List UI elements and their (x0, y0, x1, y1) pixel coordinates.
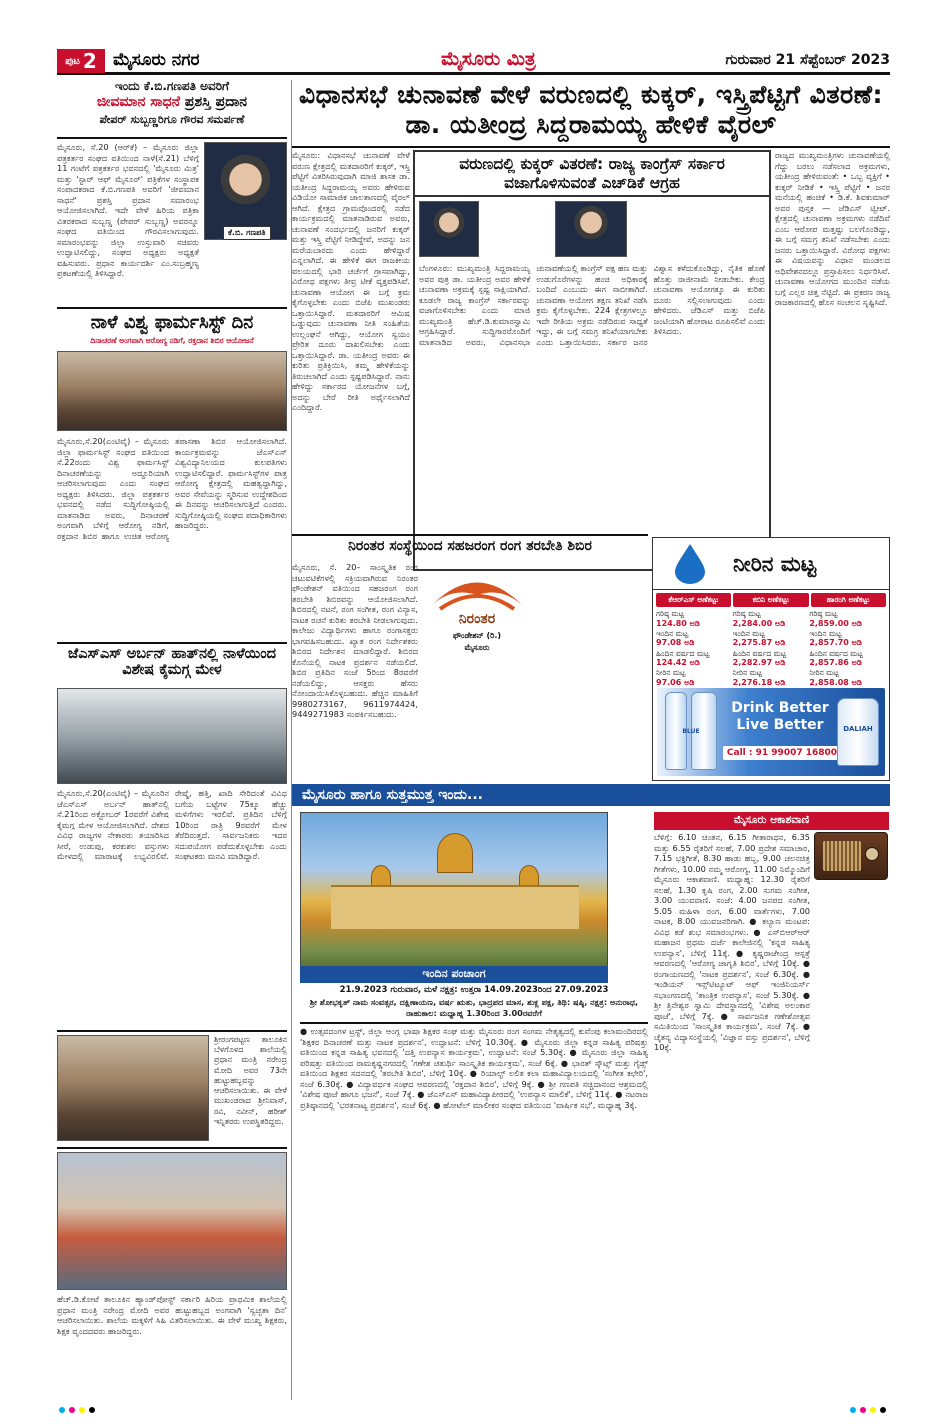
story-award (57, 80, 287, 126)
masthead (57, 47, 890, 75)
story-award-headline-red: ಜೀವಮಾನ ಸಾಧನೆ (96, 94, 181, 111)
water-bottle-ad (657, 688, 885, 776)
dam-value: 97.08 ಅಡಿ (656, 638, 695, 648)
lead-body-left: ಮೈಸೂರು: ವಿಧಾನಸಭೆ ಚುನಾವಣೆ ವೇಳೆ ವರುಣ ಕ್ಷೇತ್ರದಲ್ಲಿ ಮತದಾರರಿಗೆ ಕುಕ್ಕರ್, ಇಸ್ತ್ರಿ ಪೆಟ್ಟಿಗೆ ವಿತರಿಸಿರುವುದಾಗಿ ಮಾಜಿ ಶಾಸಕ ಡಾ. ಯತೀಂದ್ರ ಸಿದ್ದರಾಮಯ್ಯ ಅವರು ಹೇಳಿರುವ ವಿಡಿಯೋ ಸಾಮಾಜಿಕ ಜಾಲತಾಣದಲ್ಲಿ ವೈರಲ್ ಆಗಿದೆ. ಕ್ಷೇತ್ರದ ಗ್ರಾಮವೊಂದರಲ್ಲಿ ನಡೆದ ಕಾರ್ಯಕ್ರಮದಲ್ಲಿ ಮಾತನಾಡಿರುವ ಅವರು, ಚುನಾವಣೆ ಸಂದರ್ಭದಲ್ಲಿ ಜನರಿಗೆ ಕುಕ್ಕರ್ ಮತ್ತು ಇಸ್ತ್ರಿ ಪೆಟ್ಟಿಗೆ ನೀಡಿದ್ದೇವೆ, ಅದನ್ನು ಜನ ಮರೆಯಬಾರದು ಎಂದು ಹೇಳಿದ್ದಾರೆ ಎನ್ನಲಾಗಿದೆ. ಈ ಹೇಳಿಕೆ ಈಗ ರಾಜಕೀಯ ವಲಯದಲ್ಲಿ ಭಾರಿ ಚರ್ಚೆಗೆ ಗ್ರಾಸವಾಗಿದ್ದು, ವಿರೋಧ ಪಕ್ಷಗಳು ತೀವ್ರ ಟೀಕೆ ವ್ಯಕ್ತಪಡಿಸಿವೆ. ಚುನಾವಣಾ ಆಯೋಗ ಈ ಬಗ್ಗೆ ಕ್ರಮ ಕೈಗೊಳ್ಳಬೇಕು ಎಂದು ಬಿಜೆಪಿ ಮುಖಂಡರು ಒತ್ತಾಯಿಸಿದ್ದಾರೆ. ಮತದಾರರಿಗೆ ಆಮಿಷ ಒಡ್ಡುವುದು ಚುನಾವಣಾ ನೀತಿ ಸಂಹಿತೆಯ ಉಲ್ಲಂಘನೆ ಆಗಿದ್ದು, ಆಯೋಗ ಸ್ವಯಂ ಪ್ರೇರಿತ ದೂರು ದಾಖಲಿಸಬೇಕು ಎಂದು ಒತ್ತಾಯಿಸಿದ್ದಾರೆ. ಡಾ. ಯತೀಂದ್ರ ಅವರು ಈ ಕುರಿತು ಪ್ರತಿಕ್ರಿಯಿಸಿ, ತಮ್ಮ ಹೇಳಿಕೆಯನ್ನು ತಿರುಚಲಾಗಿದೆ ಎಂದು ಸ್ಪಷ್ಟಪಡಿಸಿದ್ದಾರೆ. ನಾನು ಹೇಳಿದ್ದು ಸರ್ಕಾರದ ಯೋಜನೆಗಳ ಬಗ್ಗೆ, ಅದನ್ನು ಬೇರೆ ರೀತಿ ಅರ್ಥೈಸಲಾಗಿದೆ ಎಂದಿದ್ದಾರೆ. (292, 150, 410, 412)
ganapathi-portrait (204, 142, 287, 240)
dam-tab-krs: ಕೆಆರ್‌ಎಸ್ ಅಣೆಕಟ್ಟು (656, 593, 731, 607)
dam-value: 124.42 ಅಡಿ (656, 658, 700, 668)
story-award-kicker: ಇಂದು ಕೆ.ಬಿ.ಗಣಪತಿ ಅವರಿಗೆ (114, 79, 230, 93)
birthday-celebration-photo (57, 1035, 209, 1141)
ad-brand-name: DALIAH (843, 725, 873, 733)
story-birthday-body: ಶ್ರೀರಂಗಪಟ್ಟಣ ತಾಲೂಕಿನ ಬೆಳಗೊಳದ ಶಾಲೆಯಲ್ಲಿ ಪ್ರಧಾನ ಮಂತ್ರಿ ನರೇಂದ್ರ ಮೋದಿ ಅವರ 73ನೇ ಹುಟ್ಟುಹಬ್ಬವನ್ನು ಆಚರಿಸಲಾಯಿತು. ಈ ವೇಳೆ ಮುಖಂಡರಾದ ಶ್ರೀನಿವಾಸ್, ರವಿ, ನವೀನ್, ಹರೀಶ್ ಇನ್ನಿತರರು ಉಪಸ್ಥಿತರಿದ್ದರು. (214, 1035, 287, 1126)
divider (57, 1030, 287, 1032)
radio-icon (814, 832, 888, 880)
dam-label: ಇಂದಿನ ಮಟ್ಟ (809, 628, 842, 638)
story-handloom-headline: ಜೆಎಸ್‌ಎಸ್ ಅರ್ಬನ್ ಹಾತ್‌ನಲ್ಲಿ ನಾಳೆಯಿಂದ ವಿಶೇಷ ಕೈಮಗ್ಗ ಮೇಳ (67, 646, 277, 678)
ad-bottle-label: BLUE (682, 728, 700, 735)
inner-story-photos (415, 197, 769, 261)
akashavani-header: ಮೈಸೂರು ಆಕಾಶವಾಣಿ (654, 812, 889, 830)
divider (300, 1022, 648, 1024)
inner-story-headline: ವರುಣದಲ್ಲಿ ಕುಕ್ಕರ್ ವಿತರಣೆ: ರಾಜ್ಯ ಕಾಂಗ್ರೆಸ್ ಸರ್ಕಾರ ವಜಾಗೊಳಿಸುವಂತೆ ಎಚ್‌ಡಿಕೆ ಆಗ್ರಹ (415, 152, 769, 197)
lead-body-right: ರಾಜ್ಯದ ಮುಖ್ಯಮಂತ್ರಿಗಳು ಚುನಾವಣೆಯಲ್ಲಿ ಗೆದ್ದು ಬರಲು ನಡೆಸಲಾದ ಅಕ್ರಮಗಳು, ಯತೀಂದ್ರ ಹೇಳಿರುವಂತೆ: • ಒಬ್ಬ ವ್ಯಕ್ತಿಗೆ • ಕುಕ್ಕರ್ ನೀಡಿಕೆ • ಇಸ್ತ್ರಿ ಪೆಟ್ಟಿಗೆ • ಜನರ ಮನೆಯಲ್ಲಿ ಹಂಚಿಕೆ • ಡಿ.ಕೆ. ಶಿವಕುಮಾರ್ ಅವರ ಪುಸ್ತಕ — ಜೆಡಿಎಸ್ ಟ್ವೀಟ್. ಕ್ಷೇತ್ರದಲ್ಲಿ ಚುನಾವಣಾ ಅಕ್ರಮಗಳು ನಡೆದಿವೆ ಎಂಬ ಆರೋಪ ಮತ್ತಷ್ಟು ಬಲಗೊಂಡಿದ್ದು, ಈ ಬಗ್ಗೆ ಸಮಗ್ರ ತನಿಖೆ ನಡೆಸಬೇಕು ಎಂದು ಜನರು ಒತ್ತಾಯಿಸಿದ್ದಾರೆ. ವಿರೋಧ ಪಕ್ಷಗಳು ಈ ವಿಷಯವನ್ನು ವಿಧಾನ ಮಂಡಲದ ಅಧಿವೇಶನದಲ್ಲೂ ಪ್ರಸ್ತಾಪಿಸಲು ನಿರ್ಧರಿಸಿವೆ. ಚುನಾವಣಾ ಆಯೋಗದ ಮುಂದಿನ ನಡೆಯ ಬಗ್ಗೆ ಎಲ್ಲರ ಚಿತ್ತ ನೆಟ್ಟಿದೆ. ಈ ಪ್ರಕರಣ ರಾಜ್ಯ ರಾಜಕಾರಣದಲ್ಲಿ ಹೊಸ ಸಂಚಲನ ಸೃಷ್ಟಿಸಿದೆ. (775, 150, 890, 307)
dam-harangi-values (809, 609, 886, 688)
story-award-body-cont (204, 243, 287, 303)
divider (292, 146, 890, 148)
dam-label: ಹಿಂದಿನ ವರ್ಷದ ಮಟ್ಟ (656, 648, 710, 658)
print-registration-marks (0, 1404, 945, 1416)
palace-facade (331, 885, 579, 929)
story-handloom-body: ಮೈಸೂರು,ಸೆ.20(ಎಂಟಿವೈ) – ಮೈಸೂರಿನ ಜೆಎಸ್‌ಎಸ್ ಅರ್ಬನ್ ಹಾತ್‌ನಲ್ಲಿ ಸೆ.21ರಿಂದ ಅಕ್ಟೋಬರ್ 1ರವರೆಗೆ ವಿಶೇಷ ಕೈಮಗ್ಗ ಮೇಳ ಆಯೋಜಿಸಲಾಗಿದೆ. ದೇಶದ ವಿವಿಧ ರಾಜ್ಯಗಳ ನೇಕಾರರು ತಯಾರಿಸಿದ ಸೀರೆ, ಉಡುಪು, ಕರಕುಶಲ ವಸ್ತುಗಳು ಮೇಳದಲ್ಲಿ ಮಾರಾಟಕ್ಕೆ ಲಭ್ಯವಿರಲಿವೆ. ರೇಷ್ಮೆ, ಹತ್ತಿ, ಖಾದಿ ಸೇರಿದಂತೆ ವಿವಿಧ ಬಗೆಯ ಬಟ್ಟೆಗಳ 75ಕ್ಕೂ ಹೆಚ್ಚು ಮಳಿಗೆಗಳು ಇರಲಿವೆ. ಪ್ರತಿದಿನ ಬೆಳಿಗ್ಗೆ 10ರಿಂದ ರಾತ್ರಿ 9ರವರೆಗೆ ಮೇಳ ತೆರೆದಿರುತ್ತದೆ. ಸಾರ್ವಜನಿಕರು ಇದರ ಸದುಪಯೋಗ ಪಡೆದುಕೊಳ್ಳಬೇಕು ಎಂದು ಸಂಘಟಕರು ಮನವಿ ಮಾಡಿದ್ದಾರೆ. (57, 788, 287, 861)
water-level-title: ನೀರಿನ ಮಟ್ಟ (733, 552, 816, 576)
dam-tabs (653, 590, 889, 607)
story-theatre-body: ಮೈಸೂರು, ಸೆ. 20– ಸಾಂಸ್ಕೃತಿಕ ರಂಗ ಚಟುವಟಿಕೆಗಳಲ್ಲಿ ಸಕ್ರಿಯವಾಗಿರುವ ನಿರಂತರ ಫೌಂಡೇಶನ್ ವತಿಯಿಂದ ಸಹಜರಂಗ ರಂಗ ತರಬೇತಿ ಶಿಬಿರವನ್ನು ಆಯೋಜಿಸಲಾಗಿದೆ. ಶಿಬಿರದಲ್ಲಿ ನಟನೆ, ರಂಗ ಸಂಗೀತ, ರಂಗ ವಿನ್ಯಾಸ, ನಾಟಕ ರಚನೆ ಕುರಿತು ತರಬೇತಿ ನೀಡಲಾಗುವುದು. ಕಾಲೇಜು ವಿದ್ಯಾರ್ಥಿಗಳು ಹಾಗೂ ರಂಗಾಸಕ್ತರು ಭಾಗವಹಿಸಬಹುದು. ಖ್ಯಾತ ರಂಗ ನಿರ್ದೇಶಕರು ಶಿಬಿರದ ನಿರ್ದೇಶನ ಮಾಡಲಿದ್ದಾರೆ. ಶಿಬಿರದ ಕೊನೆಯಲ್ಲಿ ನಾಟಕ ಪ್ರದರ್ಶನ ನಡೆಯಲಿದೆ. ಶಿಬಿರ ಪ್ರತಿದಿನ ಸಂಜೆ 5ರಿಂದ 8ರವರೆಗೆ ನಡೆಯಲಿದ್ದು, ಆಸಕ್ತರು ಹೆಸರು ನೋಂದಾಯಿಸಿಕೊಳ್ಳಬಹುದು. ಹೆಚ್ಚಿನ ಮಾಹಿತಿಗೆ 9980273167, 9611974424, 9449271983 ಸಂಪರ್ಕಿಸಬಹುದು. (292, 562, 418, 719)
page-label: ಪುಟ (65, 55, 80, 67)
issue-date: ಗುರುವಾರ 21 ಸೆಪ್ಟೆಂಬರ್ 2023 (725, 52, 890, 68)
water-level-box (652, 537, 890, 781)
dam-kabini-values (733, 609, 810, 688)
page-number-badge (57, 49, 105, 73)
inner-story-body: ಬೆಂಗಳೂರು: ಮುಖ್ಯಮಂತ್ರಿ ಸಿದ್ದರಾಮಯ್ಯ ಅವರ ಪುತ್ರ ಡಾ. ಯತೀಂದ್ರ ಅವರ ಹೇಳಿಕೆ ಚುನಾವಣಾ ಅಕ್ರಮಕ್ಕೆ ಸ್ಪಷ್ಟ ಸಾಕ್ಷಿಯಾಗಿದೆ. ಕೂಡಲೇ ರಾಜ್ಯ ಕಾಂಗ್ರೆಸ್ ಸರ್ಕಾರವನ್ನು ವಜಾಗೊಳಿಸಬೇಕು ಎಂದು ಮಾಜಿ ಮುಖ್ಯಮಂತ್ರಿ ಹೆಚ್.ಡಿ.ಕುಮಾರಸ್ವಾಮಿ ಆಗ್ರಹಿಸಿದ್ದಾರೆ. ಸುದ್ದಿಗಾರರೊಂದಿಗೆ ಮಾತನಾಡಿದ ಅವರು, ವಿಧಾನಸಭಾ ಚುನಾವಣೆಯಲ್ಲಿ ಕಾಂಗ್ರೆಸ್ ಪಕ್ಷ ಹಣ ಮತ್ತು ಉಡುಗೊರೆಗಳನ್ನು ಹಂಚಿ ಅಧಿಕಾರಕ್ಕೆ ಬಂದಿದೆ ಎಂಬುದು ಈಗ ಸಾಬೀತಾಗಿದೆ. ಚುನಾವಣಾ ಆಯೋಗ ತಕ್ಷಣ ತನಿಖೆ ನಡೆಸಿ ಕ್ರಮ ಕೈಗೊಳ್ಳಬೇಕು. 224 ಕ್ಷೇತ್ರಗಳಲ್ಲೂ ಇದೇ ರೀತಿಯ ಅಕ್ರಮ ನಡೆದಿರುವ ಸಾಧ್ಯತೆ ಇದ್ದು, ಈ ಬಗ್ಗೆ ಸಮಗ್ರ ತನಿಖೆಯಾಗಬೇಕು ಎಂದು ಒತ್ತಾಯಿಸಿದರು. ಸರ್ಕಾರ ಜನರ ವಿಶ್ವಾಸ ಕಳೆದುಕೊಂಡಿದ್ದು, ನೈತಿಕ ಹೊಣೆ ಹೊತ್ತು ರಾಜೀನಾಮೆ ನೀಡಬೇಕು. ಕೇಂದ್ರ ಚುನಾವಣಾ ಆಯೋಗಕ್ಕೂ ಈ ಕುರಿತು ದೂರು ಸಲ್ಲಿಸಲಾಗುವುದು ಎಂದು ಹೇಳಿದರು. ಜೆಡಿಎಸ್ ಮತ್ತು ಬಿಜೆಪಿ ಜಂಟಿಯಾಗಿ ಹೋರಾಟ ರೂಪಿಸಲಿವೆ ಎಂದು ತಿಳಿಸಿದರು. (419, 263, 765, 347)
logo-sub2: ಮೈಸೂರು (464, 643, 490, 652)
dam-label: ಗರಿಷ್ಠ ಮಟ್ಟ (732, 609, 761, 618)
divider (57, 137, 287, 139)
dam-value: 97.06 ಅಡಿ (656, 678, 695, 688)
yathindra-photo (419, 201, 479, 257)
portrait-caption: ಕೆ.ಬಿ. ಗಣಪತಿ (223, 226, 271, 240)
divider (292, 534, 648, 536)
divider (57, 307, 287, 309)
story-theatre-headline: ನಿರಂತರ ಸಂಸ್ಥೆಯಿಂದ ಸಹಜರಂಗ ರಂಗ ತರಬೇತಿ ಶಿಬಿರ (348, 538, 592, 554)
inner-story-box (413, 150, 771, 571)
events-section-header: ಮೈಸೂರು ಹಾಗೂ ಸುತ್ತಮುತ್ತ ಇಂದು... (292, 784, 890, 806)
lead-headline: ವಿಧಾನಸಭೆ ಚುನಾವಣೆ ವೇಳೆ ವರುಣದಲ್ಲಿ ಕುಕ್ಕರ್, ಇಸ್ತ್ರಿಪೆಟ್ಟಿಗೆ ವಿತರಣೆ: ಡಾ. ಯತೀಂದ್ರ ಸಿದ್ದರಾಮಯ್ಯ ಹೇಳಿಕೆ ವೈರಲ್ (299, 80, 883, 139)
dam-label: ಗರಿಷ್ಠ ಮಟ್ಟ (809, 609, 838, 618)
divider (57, 642, 287, 644)
dam-krs-values (656, 609, 733, 688)
dam-value: 2,857.70 ಅಡಿ (809, 638, 862, 648)
paper-name: ಮೈಸೂರು ಮಿತ್ರ (441, 48, 536, 70)
pharmacist-press-photo (57, 351, 287, 431)
dam-value: 2,282.97 ಅಡಿ (732, 658, 786, 668)
dam-values (653, 607, 889, 690)
panchanga-date: 21.9.2023 ಗುರುವಾರ, ಮಳೆ ನಕ್ಷತ್ರ: ಉತ್ತರಾ 14.09.2023ರಿಂದ 27.09.2023 (339, 985, 609, 995)
water-drop-icon (671, 542, 709, 584)
mysore-palace-photo (300, 812, 608, 974)
water-level-header (653, 538, 889, 590)
kumaraswamy-photo (555, 201, 627, 257)
dam-value: 2,275.87 ಅಡಿ (732, 638, 786, 648)
logo-sub1: ಫೌಂಡೇಶನ್ (ರಿ.) (452, 631, 502, 640)
events-list-left: ● ಉತ್ಸವದಂಗಳ ಟ್ರಸ್ಟ್, ಜಿಲ್ಲಾ ಆಂಗ್ಲ ಭಾಷಾ ಶಿಕ್ಷಕರ ಸಂಘ ಮತ್ತು ಮೈಸೂರು ರಂಗ ಸಂಗಮ ನೇತೃತ್ವದಲ್ಲಿ ಕುವೆಂಪು ಕಲಾಮಂದಿರದಲ್ಲಿ 'ಶಿಕ್ಷಕರ ದಿನಾಚರಣೆ ಮತ್ತು ನಾಟಕ ಪ್ರದರ್ಶನ', ಉದ್ಘಾಟನೆ: ಬೆಳಿಗ್ಗೆ 10.30ಕ್ಕೆ. ● ಮೈಸೂರು ಜಿಲ್ಲಾ ಕನ್ನಡ ಸಾಹಿತ್ಯ ಪರಿಷತ್ತು ವತಿಯಿಂದ ಕನ್ನಡ ಸಾಹಿತ್ಯ ಭವನದಲ್ಲಿ 'ದತ್ತಿ ಉಪನ್ಯಾಸ ಕಾರ್ಯಕ್ರಮ', ಉದ್ಘಾಟನೆ: ಸಂಜೆ 5.30ಕ್ಕೆ. ● ಮೈಸೂರು ಜಿಲ್ಲಾ ಸಾಹಿತ್ಯ ಪರಿಷತ್ತು ವತಿಯಿಂದ ರಾಮಕೃಷ್ಣನಗರದಲ್ಲಿ 'ಗಣೇಶ ಚತುರ್ಥಿ ಸಾಂಸ್ಕೃತಿಕ ಕಾರ್ಯಕ್ರಮ', ಸಂಜೆ 6ಕ್ಕೆ. ● ಭಾರತ್ ಸ್ಕೌಟ್ಸ್ ಮತ್ತು ಗೈಡ್ಸ್ ವತಿಯಿಂದ ಶಿಕ್ಷಕರ ಸದನದಲ್ಲಿ 'ತರಬೇತಿ ಶಿಬಿರ', ಬೆಳಿಗ್ಗೆ 10ಕ್ಕೆ. ● ರಿಯಾಲ್ಟ್ ಲಲಿತ ಕಲಾ ಮಹಾವಿದ್ಯಾಲಯದಲ್ಲಿ 'ಸಂಗೀತ ಕಛೇರಿ', ಸಂಜೆ 6.30ಕ್ಕೆ. ● ವಿದ್ಯಾವರ್ಧಕ ಸಂಘದ ಆವರಣದಲ್ಲಿ 'ರಕ್ತದಾನ ಶಿಬಿರ', ಬೆಳಿಗ್ಗೆ 9ಕ್ಕೆ. ● ಶ್ರೀ ಗಣಪತಿ ಸಚ್ಚಿದಾನಂದ ಆಶ್ರಮದಲ್ಲಿ 'ವಿಶೇಷ ಪೂಜೆ ಹಾಗೂ ಭಜನೆ', ಸಂಜೆ 7ಕ್ಕೆ. ● ಜೆಎಸ್‌ಎಸ್ ಮಹಾವಿದ್ಯಾಪೀಠದಲ್ಲಿ 'ಉಪನ್ಯಾಸ ಮಾಲಿಕೆ', ಬೆಳಿಗ್ಗೆ 11ಕ್ಕೆ. ● ನಟರಾಜ ಪ್ರತಿಷ್ಠಾನದಲ್ಲಿ 'ಭರತನಾಟ್ಯ ಪ್ರದರ್ಶನ', ಸಂಜೆ 6ಕ್ಕೆ. ● ಹೋಟೆಲ್ ಮಾಲೀಕರ ಸಂಘದ ವತಿಯಿಂದ 'ವಾರ್ಷಿಕ ಸಭೆ', ಮಧ್ಯಾಹ್ನ 3ಕ್ಕೆ. (300, 1026, 648, 1110)
story-pharmacist-headline: ನಾಳೆ ವಿಶ್ವ ಫಾರ್ಮಸಿಸ್ಟ್ ದಿನ (90, 312, 254, 333)
story-award-headline-rest: ಪ್ರಶಸ್ತಿ ಪ್ರದಾನ (180, 94, 248, 111)
dam-value: 2,858.08 ಅಡಿ (809, 678, 862, 688)
divider (57, 1147, 287, 1149)
dam-label: ನೀರಿನ ಮಟ್ಟ (809, 668, 839, 678)
section-title: ಮೈಸೂರು ನಗರ (113, 50, 200, 70)
story-award-body: ಮೈಸೂರು, ಸೆ.20 (ಆರ್‌ಕೆ) – ಮೈಸೂರು ಜಿಲ್ಲಾ ಪತ್ರಕರ್ತರ ಸಂಘದ ವತಿಯಿಂದ ನಾಳೆ(ಸೆ.21) ಬೆಳಿಗ್ಗೆ 11 ಗಂಟೆಗೆ ಪತ್ರಕರ್ತರ ಭವನದಲ್ಲಿ 'ಮೈಸೂರು ಮಿತ್ರ' ಮತ್ತು 'ಸ್ಟಾರ್ ಆಫ್ ಮೈಸೂರ್' ಪತ್ರಿಕೆಗಳ ಸಂಸ್ಥಾಪಕ ಸಂಪಾದಕರಾದ ಕೆ.ಬಿ.ಗಣಪತಿ ಅವರಿಗೆ 'ಜೀವಮಾನ ಸಾಧನೆ' ಪ್ರಶಸ್ತಿ ಪ್ರದಾನ ಸಮಾರಂಭ ಆಯೋಜಿಸಲಾಗಿದೆ. ಇದೇ ವೇಳೆ ಹಿರಿಯ ಪತ್ರಿಕಾ ವಿತರಕರಾದ ಸುಬ್ಬಣ್ಣ (ಪೇಪರ್ ಸುಬ್ಬಣ್ಣ) ಅವರನ್ನೂ ಸಂಘದ ವತಿಯಿಂದ ಗೌರವಿಸಲಾಗುವುದು. ಸಮಾರಂಭವನ್ನು ಜಿಲ್ಲಾ ಉಸ್ತುವಾರಿ ಸಚಿವರು ಉದ್ಘಾಟಿಸಲಿದ್ದು, ಸಂಘದ ಅಧ್ಯಕ್ಷರು ಅಧ್ಯಕ್ಷತೆ ವಹಿಸುವರು. ಪ್ರಧಾನ ಕಾರ್ಯದರ್ಶಿ ಎಂ.ಸುಬ್ರಹ್ಮಣ್ಯ ಪ್ರಕಟಣೆಯಲ್ಲಿ ತಿಳಿಸಿದ್ದಾರೆ. (57, 142, 199, 278)
story-pharmacist-subhead: ದಿನಾಚರಣೆ ಅಂಗವಾಗಿ ಆರೋಗ್ಯ ನಡಿಗೆ, ರಕ್ತದಾನ ಶಿಬಿರ ಆಯೋಜನೆ (90, 336, 254, 345)
dam-value: 2,284.00 ಅಡಿ (732, 618, 786, 628)
dam-label: ಇಂದಿನ ಮಟ್ಟ (732, 628, 765, 638)
school-photo-caption: ಹೆಚ್.ಡಿ.ಕೋಟೆ ತಾಲೂಕಿನ ಹ್ಯಾಂಡ್‌ಪೋಸ್ಟ್ ಸರ್ಕಾರಿ ಹಿರಿಯ ಪ್ರಾಥಮಿಕ ಶಾಲೆಯಲ್ಲಿ ಪ್ರಧಾನ ಮಂತ್ರಿ ನರೇಂದ್ರ ಮೋದಿ ಅವರ ಹುಟ್ಟುಹಬ್ಬದ ಅಂಗವಾಗಿ 'ಸ್ವಚ್ಛತಾ ದಿನ' ಆಚರಿಸಲಾಯಿತು. ಶಾಲೆಯ ಮಕ್ಕಳಿಗೆ ಸಿಹಿ ವಿತರಿಸಲಾಯಿತು. ಈ ವೇಳೆ ಮುಖ್ಯ ಶಿಕ್ಷಕರು, ಶಿಕ್ಷಕ ವೃಂದದವರು ಹಾಜರಿದ್ದರು. (57, 1294, 287, 1336)
niranthara-logo (422, 565, 532, 660)
panchanga-detail: ಶ್ರೀ ಶೋಭಕೃತ್ ನಾಮ ಸಂವತ್ಸರ, ದಕ್ಷಿಣಾಯಣ, ವರ್ಷ ಋತು, ಭಾದ್ರಪದ ಮಾಸ, ಶುಕ್ಲ ಪಕ್ಷ, ತಿಥಿ: ಷಷ್ಠಿ, ನಕ್ಷತ್ರ: ಅನುರಾಧ, ರಾಹುಕಾಲ: ಮಧ್ಯಾಹ್ನ 1.30ರಿಂದ 3.00ರವರೆಗೆ (309, 997, 639, 1018)
dam-label: ಇಂದಿನ ಮಟ್ಟ (656, 628, 689, 638)
story-theatre-body-cont (422, 664, 648, 776)
ad-phone: Call : 91 99007 16800 (723, 746, 841, 760)
story-pharmacist-body: ಮೈಸೂರು,ಸೆ.20(ಎಂಟಿವೈ) – ಮೈಸೂರು ಜಿಲ್ಲಾ ಫಾರ್ಮಸಿಸ್ಟ್ ಸಂಘದ ವತಿಯಿಂದ ಸೆ.22ರಂದು ವಿಶ್ವ ಫಾರ್ಮಸಿಸ್ಟ್ ದಿನಾಚರಣೆಯನ್ನು ಅದ್ದೂರಿಯಾಗಿ ಆಚರಿಸಲಾಗುವುದು ಎಂದು ಸಂಘದ ಅಧ್ಯಕ್ಷರು ತಿಳಿಸಿದರು. ಜಿಲ್ಲಾ ಪತ್ರಕರ್ತರ ಭವನದಲ್ಲಿ ನಡೆದ ಸುದ್ದಿಗೋಷ್ಠಿಯಲ್ಲಿ ಮಾತನಾಡಿದ ಅವರು, ದಿನಾಚರಣೆ ಅಂಗವಾಗಿ ಬೆಳಿಗ್ಗೆ ಆರೋಗ್ಯ ನಡಿಗೆ, ರಕ್ತದಾನ ಶಿಬಿರ ಹಾಗೂ ಉಚಿತ ಆರೋಗ್ಯ ತಪಾಸಣಾ ಶಿಬಿರ ಆಯೋಜಿಸಲಾಗಿದೆ. ಕಾರ್ಯಕ್ರಮವನ್ನು ಜೆಎಸ್‌ಎಸ್ ವಿಶ್ವವಿದ್ಯಾನಿಲಯದ ಕುಲಪತಿಗಳು ಉದ್ಘಾಟಿಸಲಿದ್ದಾರೆ. ಫಾರ್ಮಸಿಸ್ಟ್‌ಗಳ ಪಾತ್ರ ಆರೋಗ್ಯ ಕ್ಷೇತ್ರದಲ್ಲಿ ಮಹತ್ವದ್ದಾಗಿದ್ದು, ಅವರ ಸೇವೆಯನ್ನು ಸ್ಮರಿಸುವ ಉದ್ದೇಶದಿಂದ ಈ ದಿನವನ್ನು ಆಚರಿಸಲಾಗುತ್ತಿದೆ ಎಂದರು. ಸುದ್ದಿಗೋಷ್ಠಿಯಲ್ಲಿ ಸಂಘದ ಪದಾಧಿಕಾರಿಗಳು ಹಾಜರಿದ್ದರು. (57, 436, 287, 541)
ad-line2: Live Better (736, 716, 824, 733)
ad-slogan (725, 700, 835, 734)
dam-label: ನೀರಿನ ಮಟ್ಟ (732, 668, 763, 678)
dam-label: ಹಿಂದಿನ ವರ್ಷದ ಮಟ್ಟ (809, 648, 863, 658)
dam-value: 124.80 ಅಡಿ (656, 618, 700, 628)
story-award-headline (57, 95, 287, 110)
handloom-press-photo (57, 688, 287, 784)
dam-label: ಹಿಂದಿನ ವರ್ಷದ ಮಟ್ಟ (732, 648, 787, 658)
ad-brand-bottle (837, 698, 879, 766)
dam-value: 2,276.18 ಅಡಿ (732, 678, 786, 688)
school-children-photo (57, 1152, 287, 1290)
dam-tab-harangi: ಹಾರಂಗಿ ಅಣೆಕಟ್ಟು (811, 593, 886, 607)
palace-dome (437, 833, 473, 873)
dam-label: ನೀರಿನ ಮಟ್ಟ (656, 668, 686, 678)
radio-schedule: ಬೆಳಿಗ್ಗೆ: 6.10 ಚಿಂತನ, 6.15 ಗೀತಾರಾಧನ, 6.35 ಮತ್ತು 6.55 ರೈತರಿಗೆ ಸಲಹೆ, 7.00 ಪ್ರದೇಶ ಸಮಾಚಾರ, 7.15 ಭಕ್ತಿಗೀತೆ, 8.30 ಹಾಡು ಹಬ್ಬ, 9.00 ಚಲನಚಿತ್ರ ಗೀತೆಗಳು, 10.00 ನಮ್ಮ ಆರೋಗ್ಯ, 11.00 ನಿಮ್ಮೊಂದಿಗೆ ಮೈಸೂರು ಆಕಾಶವಾಣಿ. ಮಧ್ಯಾಹ್ನ: 12.30 ರೈತರಿಗೆ ಸಲಹೆ, 1.30 ಕೃಷಿ ರಂಗ, 2.00 ಸುಗಮ ಸಂಗೀತ, 3.00 ಯುವವಾಣಿ. ಸಂಜೆ: 4.00 ಜನಪದ ಸಂಗೀತ, 5.05 ಮಹಿಳಾ ರಂಗ, 6.00 ವಾರ್ತೆಗಳು, 7.00 ನಾಟಕ, 8.00 ಯುವಜನರಿಗಾಗಿ. ● ಕಲ್ಯಾಣ ಮಂಟಪ: ವಿವಿಧ ಕಡೆ ಶುಭ ಸಮಾರಂಭಗಳು. ● ಎಸ್‌ಬಿಆರ್‌ಆರ್ ಮಹಾಜನ ಪ್ರಥಮ ದರ್ಜೆ ಕಾಲೇಜಿನಲ್ಲಿ 'ಕನ್ನಡ ಸಾಹಿತ್ಯ ಉಪನ್ಯಾಸ', ಬೆಳಿಗ್ಗೆ 11ಕ್ಕೆ. ● ಕೃಷ್ಣರಾಜೇಂದ್ರ ಆಸ್ಪತ್ರೆ ಆವರಣದಲ್ಲಿ 'ಆರೋಗ್ಯ ಜಾಗೃತಿ ಶಿಬಿರ', ಬೆಳಿಗ್ಗೆ 10ಕ್ಕೆ. ● ರಂಗಾಯಣದಲ್ಲಿ 'ನಾಟಕ ಪ್ರದರ್ಶನ', ಸಂಜೆ 6.30ಕ್ಕೆ. ● ಇಂಡಿಯನ್ ಇನ್ಸ್‌ಟಿಟ್ಯೂಟ್ ಆಫ್ ಇಂಜಿನಿಯರ್ಸ್ ಸಭಾಂಗಣದಲ್ಲಿ 'ತಾಂತ್ರಿಕ ಉಪನ್ಯಾಸ', ಸಂಜೆ 5.30ಕ್ಕೆ. ● ಶ್ರೀ ತ್ರಿನೇಶ್ವರ ಸ್ವಾಮಿ ದೇವಸ್ಥಾನದಲ್ಲಿ 'ವಿಶೇಷ ಅಲಂಕಾರ ಪೂಜೆ', ಬೆಳಿಗ್ಗೆ 7ಕ್ಕೆ. ● ಸಾರ್ವಜನಿಕ ಗಣೇಶೋತ್ಸವ ಸಮಿತಿಯಿಂದ 'ಸಾಂಸ್ಕೃತಿಕ ಕಾರ್ಯಕ್ರಮ', ಸಂಜೆ 7ಕ್ಕೆ. ● ಚೈತನ್ಯ ವಿದ್ಯಾಸಂಸ್ಥೆಯಲ್ಲಿ 'ವಿಜ್ಞಾನ ವಸ್ತು ಪ್ರದರ್ಶನ', ಬೆಳಿಗ್ಗೆ 10ಕ್ಕೆ. (654, 832, 810, 1052)
radio-grill (823, 841, 861, 871)
ad-line1: Drink Better (731, 700, 829, 716)
logo-name: ನಿರಂತರ (458, 611, 496, 627)
page-number: 2 (82, 49, 97, 73)
radio-dial (865, 847, 879, 861)
dam-label: ಗರಿಷ್ಠ ಮಟ್ಟ (656, 609, 685, 618)
dam-value: 2,859.00 ಅಡಿ (809, 618, 862, 628)
dam-tab-kabini: ಕಬಿನಿ ಅಣೆಕಟ್ಟು (733, 593, 808, 607)
dam-value: 2,857.86 ಅಡಿ (809, 658, 862, 668)
panchanga-title: ಇಂದಿನ ಪಂಚಾಂಗ (300, 966, 608, 983)
story-award-subhead: ಪೇಪರ್ ಸುಬ್ಬಣ್ಣರಿಗೂ ಗೌರವ ಸಮರ್ಪಣೆ (99, 112, 245, 126)
